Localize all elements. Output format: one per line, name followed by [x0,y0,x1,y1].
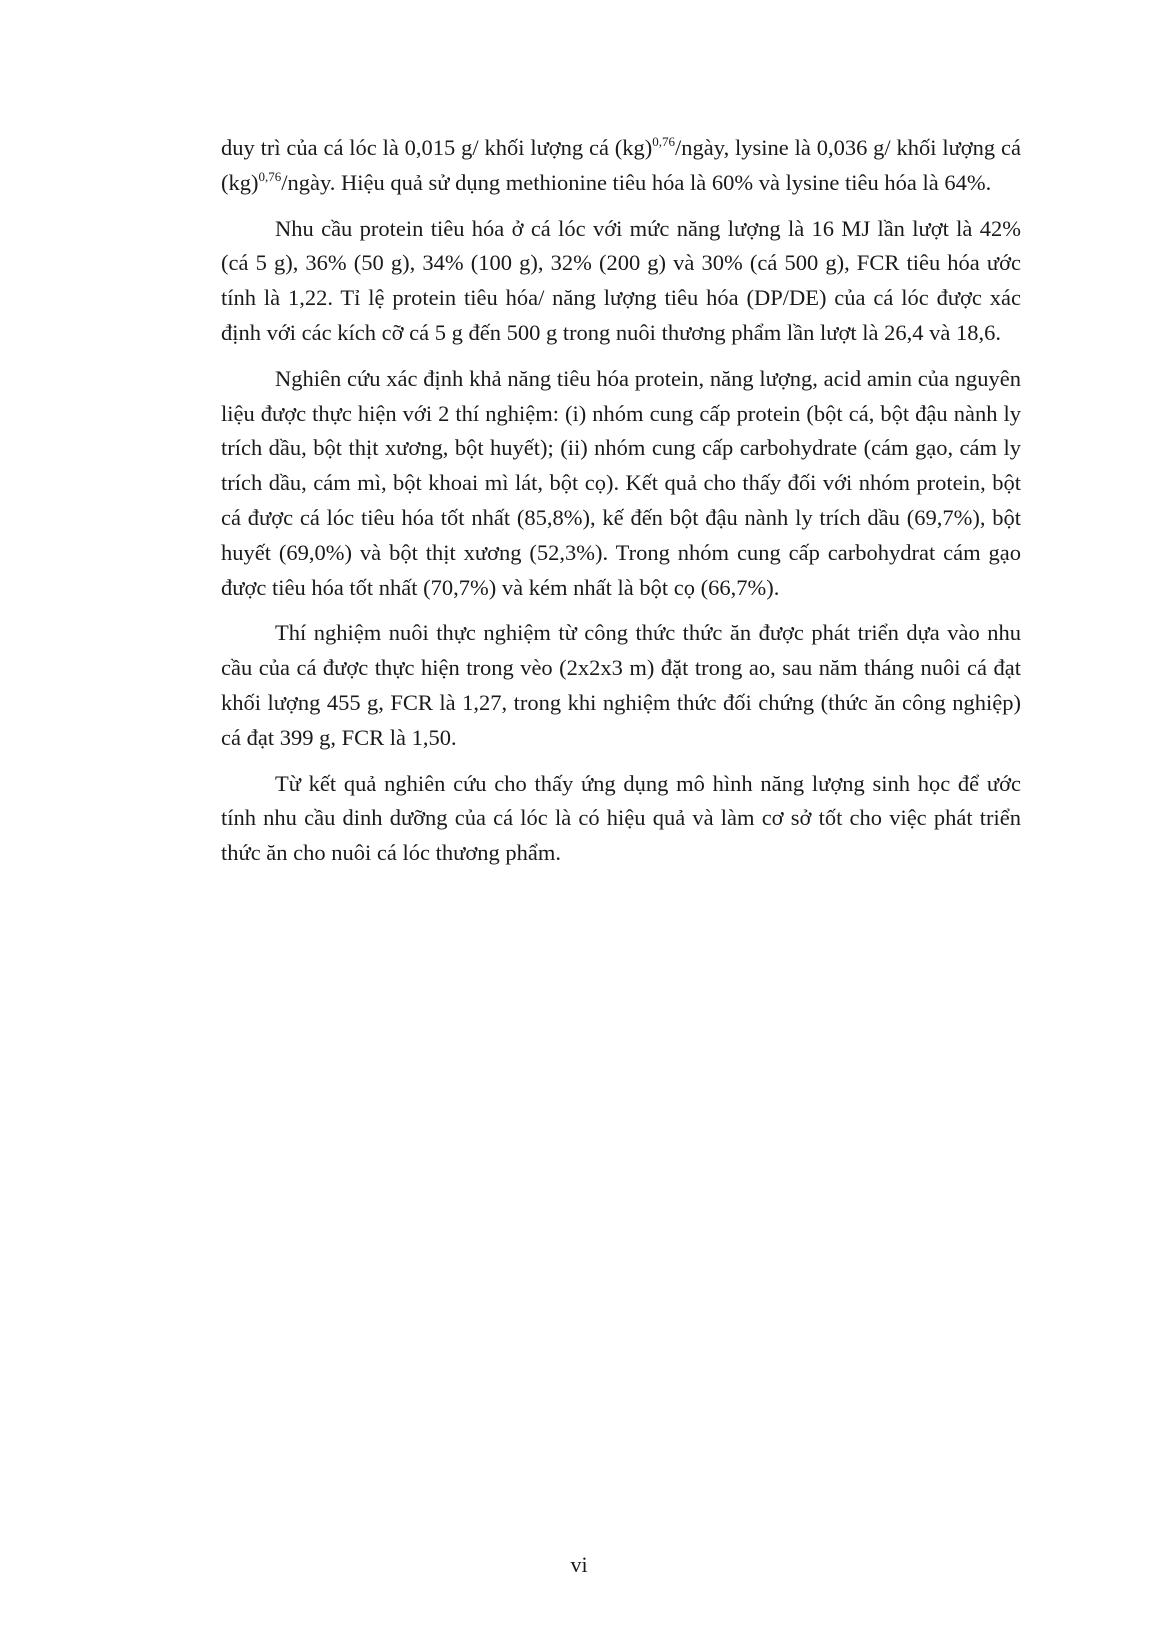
paragraph-1-part-1: duy trì của cá lóc là 0,015 g/ khối lượng cá (kg) [221,135,653,160]
exponent-2: 0,76 [258,168,282,184]
page-number: vi [570,1552,588,1577]
paragraph-protein-requirement: Nhu cầu protein tiêu hóa ở cá lóc với mức năng lượng là 16 MJ lần lượt là 42% (cá 5 g), 36% (50 g), 34% (100 g), 32% (200 g) và 30% (cá 500 g), FCR tiêu hóa ước tính là 1,22. Tỉ lệ protein tiêu hóa/ năng lượng tiêu hóa (DP/DE) của cá lóc được xác định với các kích cỡ cá 5 g đến 500 g trong nuôi thương phẩm lần lượt là 26,4 và 18,6. [221,215,1021,345]
paragraph-digestibility-study: Nghiên cứu xác định khả năng tiêu hóa protein, năng lượng, acid amin của nguyên liệu được thực hiện với 2 thí nghiệm: (i) nhóm cung cấp protein (bột cá, bột đậu nành ly trích dầu, bột thịt xương, bột huyết); (ii) nhóm cung cấp carbohydrate (cám gạo, cám ly trích dầu, cám mì, bột khoai mì lát, bột cọ). Kết quả cho thấy đối với nhóm protein, bột cá được cá lóc tiêu hóa tốt nhất (85,8%), kế đến bột đậu nành ly trích dầu (69,7%), bột huyết (69,0%) và bột thịt xương (52,3%). Trong nhóm cung cấp carbohydrat cám gạo được tiêu hóa tốt nhất (70,7%) và kém nhất là bột cọ (66,7%). [221,365,1021,600]
paragraph-conclusion: Từ kết quả nghiên cứu cho thấy ứng dụng mô hình năng lượng sinh học để ước tính nhu cầu dinh dưỡng của cá lóc là có hiệu quả và làm cơ sở tốt cho việc phát triển thức ăn cho nuôi cá lóc thương phẩm. [221,770,1021,866]
body-text [221,131,1021,882]
paragraph-1-part-2: /ngày, lysine là 0,036 g/ khối lượng cá (kg) [221,135,1021,195]
exponent-1: 0,76 [652,134,676,149]
paragraph-feeding-trial: Thí nghiệm nuôi thực nghiệm từ công thức thức ăn được phát triển dựa vào nhu cầu của cá được thực hiện trong vèo (2x2x3 m) đặt trong ao, sau năm tháng nuôi cá đạt khối lượng 455 g, FCR là 1,27, trong khi nghiệm thức đối chứng (thức ăn công nghiệp) cá đạt 399 g, FCR là 1,50. [221,620,1021,750]
paragraph-1-part-3: /ngày. Hiệu quả sử dụng methionine tiêu hóa là 60% và lysine tiêu hóa là 64%. [281,169,992,195]
paragraph-continued [221,131,1021,201]
